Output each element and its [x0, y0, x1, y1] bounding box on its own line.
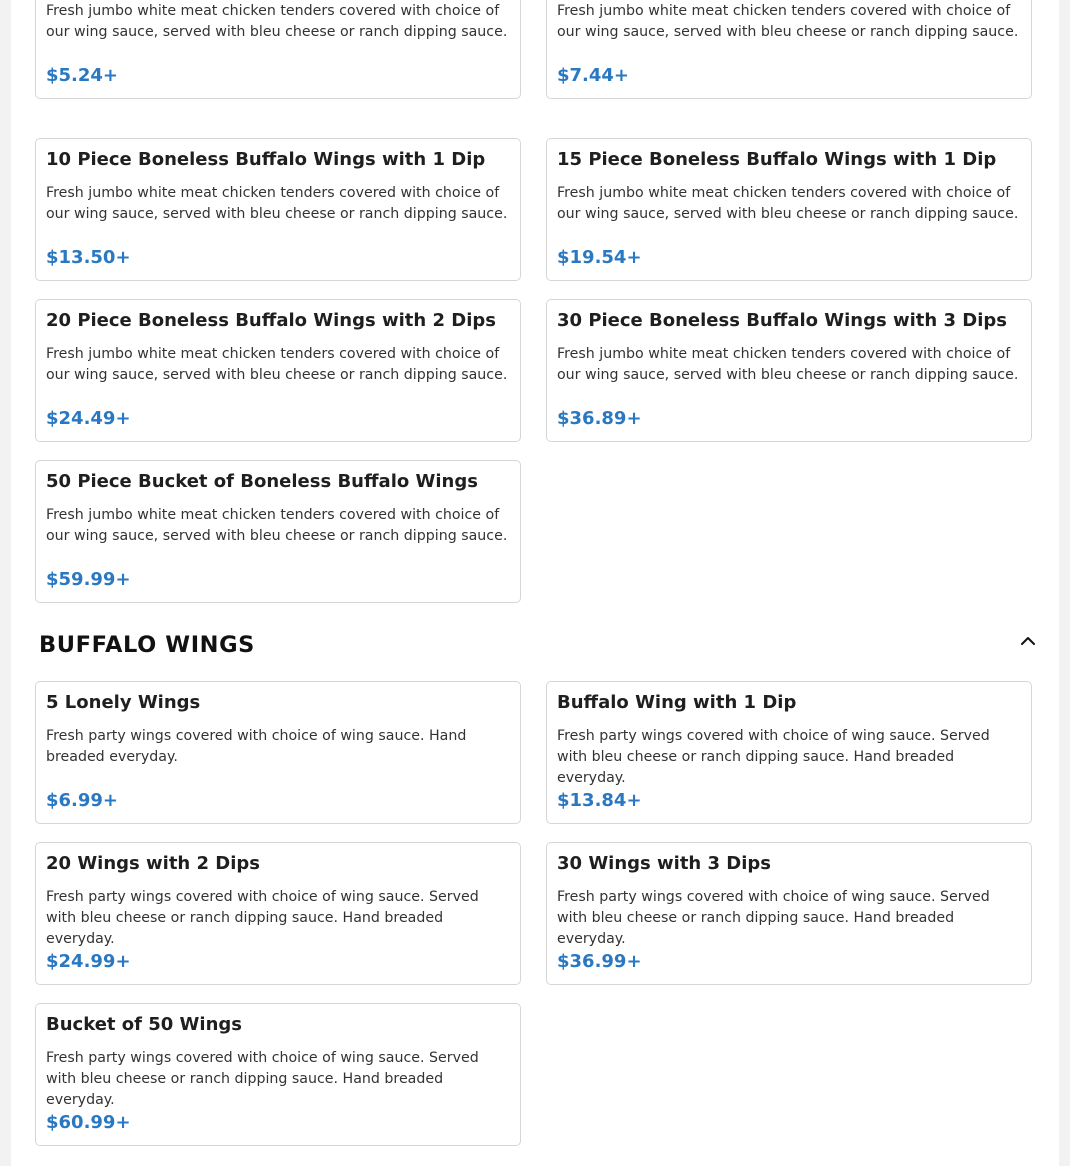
menu-item-price: $5.24+ [46, 65, 119, 86]
menu-item-name: 20 Wings with 2 Dips [46, 853, 261, 874]
menu-item-name: Bucket of 50 Wings [46, 1014, 242, 1035]
menu-item-card[interactable] [35, 299, 521, 442]
menu-item-name: 30 Wings with 3 Dips [557, 853, 772, 874]
menu-item-name: 5 Lonely Wings [46, 692, 201, 713]
menu-item-price: $19.54+ [557, 247, 642, 268]
menu-item-price: $36.89+ [557, 408, 642, 429]
menu-item-name: 10 Piece Boneless Buffalo Wings with 1 Dip [46, 149, 486, 170]
menu-item-price: $13.84+ [557, 790, 642, 811]
menu-item-name: 20 Piece Boneless Buffalo Wings with 2 Dips [46, 310, 496, 331]
menu-item-name: 50 Piece Bucket of Boneless Buffalo Wings [46, 471, 478, 492]
menu-item-price: $7.44+ [557, 65, 630, 86]
menu-item-card[interactable] [35, 681, 521, 824]
menu-item-description: Fresh party wings covered with choice of wing sauce. Served with bleu cheese or ranch dipping sauce. Hand breaded everyday. [557, 889, 990, 947]
menu-item-name: 15 Piece Boneless Buffalo Wings with 1 Dip [557, 149, 997, 170]
chevron-up-icon[interactable] [1019, 632, 1037, 650]
menu-item-description: Fresh jumbo white meat chicken tenders covered with choice of our wing sauce, served with bleu cheese or ranch dipping sauce. [557, 3, 1019, 40]
menu-item-description: Fresh party wings covered with choice of wing sauce. Served with bleu cheese or ranch dipping sauce. Hand breaded everyday. [557, 728, 990, 786]
menu-item-description: Fresh jumbo white meat chicken tenders covered with choice of our wing sauce, served with bleu cheese or ranch dipping sauce. [557, 346, 1019, 383]
menu-item-description: Fresh jumbo white meat chicken tenders covered with choice of our wing sauce, served with bleu cheese or ranch dipping sauce. [46, 507, 508, 544]
menu-item-card[interactable] [546, 138, 1032, 281]
menu-item-price: $24.99+ [46, 951, 131, 972]
menu-item-description: Fresh jumbo white meat chicken tenders covered with choice of our wing sauce, served with bleu cheese or ranch dipping sauce. [46, 185, 508, 222]
menu-item-card[interactable] [35, 0, 521, 99]
menu-item-card[interactable] [35, 1003, 521, 1146]
menu-item-card[interactable] [546, 842, 1032, 985]
menu-item-card[interactable] [35, 842, 521, 985]
menu-item-name: 30 Piece Boneless Buffalo Wings with 3 Dips [557, 310, 1007, 331]
menu-item-description: Fresh party wings covered with choice of wing sauce. Served with bleu cheese or ranch dipping sauce. Hand breaded everyday. [46, 1050, 479, 1108]
menu-item-card[interactable] [35, 460, 521, 603]
section-title: BUFFALO WINGS [39, 632, 255, 658]
menu-item-price: $6.99+ [46, 790, 119, 811]
menu-item-card[interactable] [35, 138, 521, 281]
menu-item-card[interactable] [546, 0, 1032, 99]
menu-item-price: $13.50+ [46, 247, 131, 268]
menu-item-card[interactable] [546, 299, 1032, 442]
menu-item-description: Fresh party wings covered with choice of wing sauce. Served with bleu cheese or ranch dipping sauce. Hand breaded everyday. [46, 889, 479, 947]
menu-item-name: Buffalo Wing with 1 Dip [557, 692, 797, 713]
menu-item-description: Fresh jumbo white meat chicken tenders covered with choice of our wing sauce, served with bleu cheese or ranch dipping sauce. [557, 185, 1019, 222]
menu-item-description: Fresh jumbo white meat chicken tenders covered with choice of our wing sauce, served with bleu cheese or ranch dipping sauce. [46, 3, 508, 40]
menu-page [11, 0, 1059, 1166]
menu-item-card[interactable] [546, 681, 1032, 824]
menu-item-price: $60.99+ [46, 1112, 131, 1133]
menu-item-description: Fresh party wings covered with choice of wing sauce. Hand breaded everyday. [46, 728, 467, 765]
menu-item-price: $36.99+ [557, 951, 642, 972]
menu-item-price: $24.49+ [46, 408, 131, 429]
menu-item-price: $59.99+ [46, 569, 131, 590]
section-header-buffalo-wings[interactable] [39, 630, 1037, 664]
menu-item-description: Fresh jumbo white meat chicken tenders covered with choice of our wing sauce, served with bleu cheese or ranch dipping sauce. [46, 346, 508, 383]
